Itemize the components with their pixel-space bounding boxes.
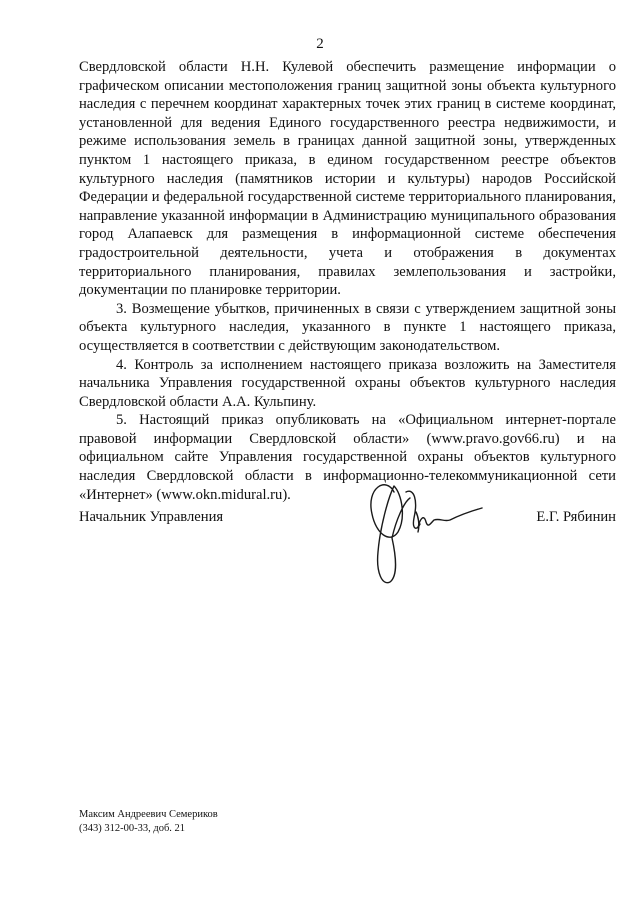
signer-name: Е.Г. Рябинин xyxy=(536,509,616,525)
executor-name: Максим Андреевич Семериков xyxy=(79,809,218,820)
executor-info xyxy=(79,808,218,836)
paragraph-item-3: 3. Возмещение убытков, причиненных в связи с утверждением защитной зоны объекта культурного наследия, указанного в пункте 1 настоящего приказа, осуществляется в соответствии с действующим законодательством. xyxy=(79,300,616,354)
paragraph-item-4: 4. Контроль за исполнением настоящего приказа возложить на Заместителя начальника Управления государственной охраны объектов культурного наследия Свердловской области А.А. Кульпину. xyxy=(79,356,616,410)
document-body xyxy=(79,58,616,504)
signer-position: Начальник Управления xyxy=(79,509,224,525)
paragraph-continuation: Свердловской области Н.Н. Кулевой обеспечить размещение информации о графическом описании местоположения границ защитной зоны объекта культурного наследия с перечнем координат характерных точек этих границ в системе координат, установленной для ведения Единого государственного реестра недвижимости, и режиме использования земель в границах данной защитной зоны, утвержденных пунктом 1 настоящего приказа, в едином государственном реестре объектов культурного наследия (памятников истории и культуры) народов Российской Федерации и федеральной государственной системе территориального планирования, направление указанной информации в Администрацию муниципального образования город Алапаевск для размещения в информационной системе обеспечения градостроительной деятельности, учета и отображения в документах территориального планирования, правилах землепользования и застройки, документации по планировке территории. xyxy=(79,59,616,299)
executor-phone: (343) 312-00-33, доб. 21 xyxy=(79,823,186,834)
page-number: 2 xyxy=(316,36,324,52)
signature-block xyxy=(79,509,616,529)
handwritten-signature xyxy=(358,468,488,593)
paragraph-item-5: 5. Настоящий приказ опубликовать на «Официальном интернет-портале правовой информации Свердловской области» (www.pravo.gov66.ru) и на официальном сайте Управления государственной охраны объектов культурного наследия Свердловской области в информационно-телекоммуникационной сети «Интернет» (www.okn.midural.ru). xyxy=(79,412,616,503)
